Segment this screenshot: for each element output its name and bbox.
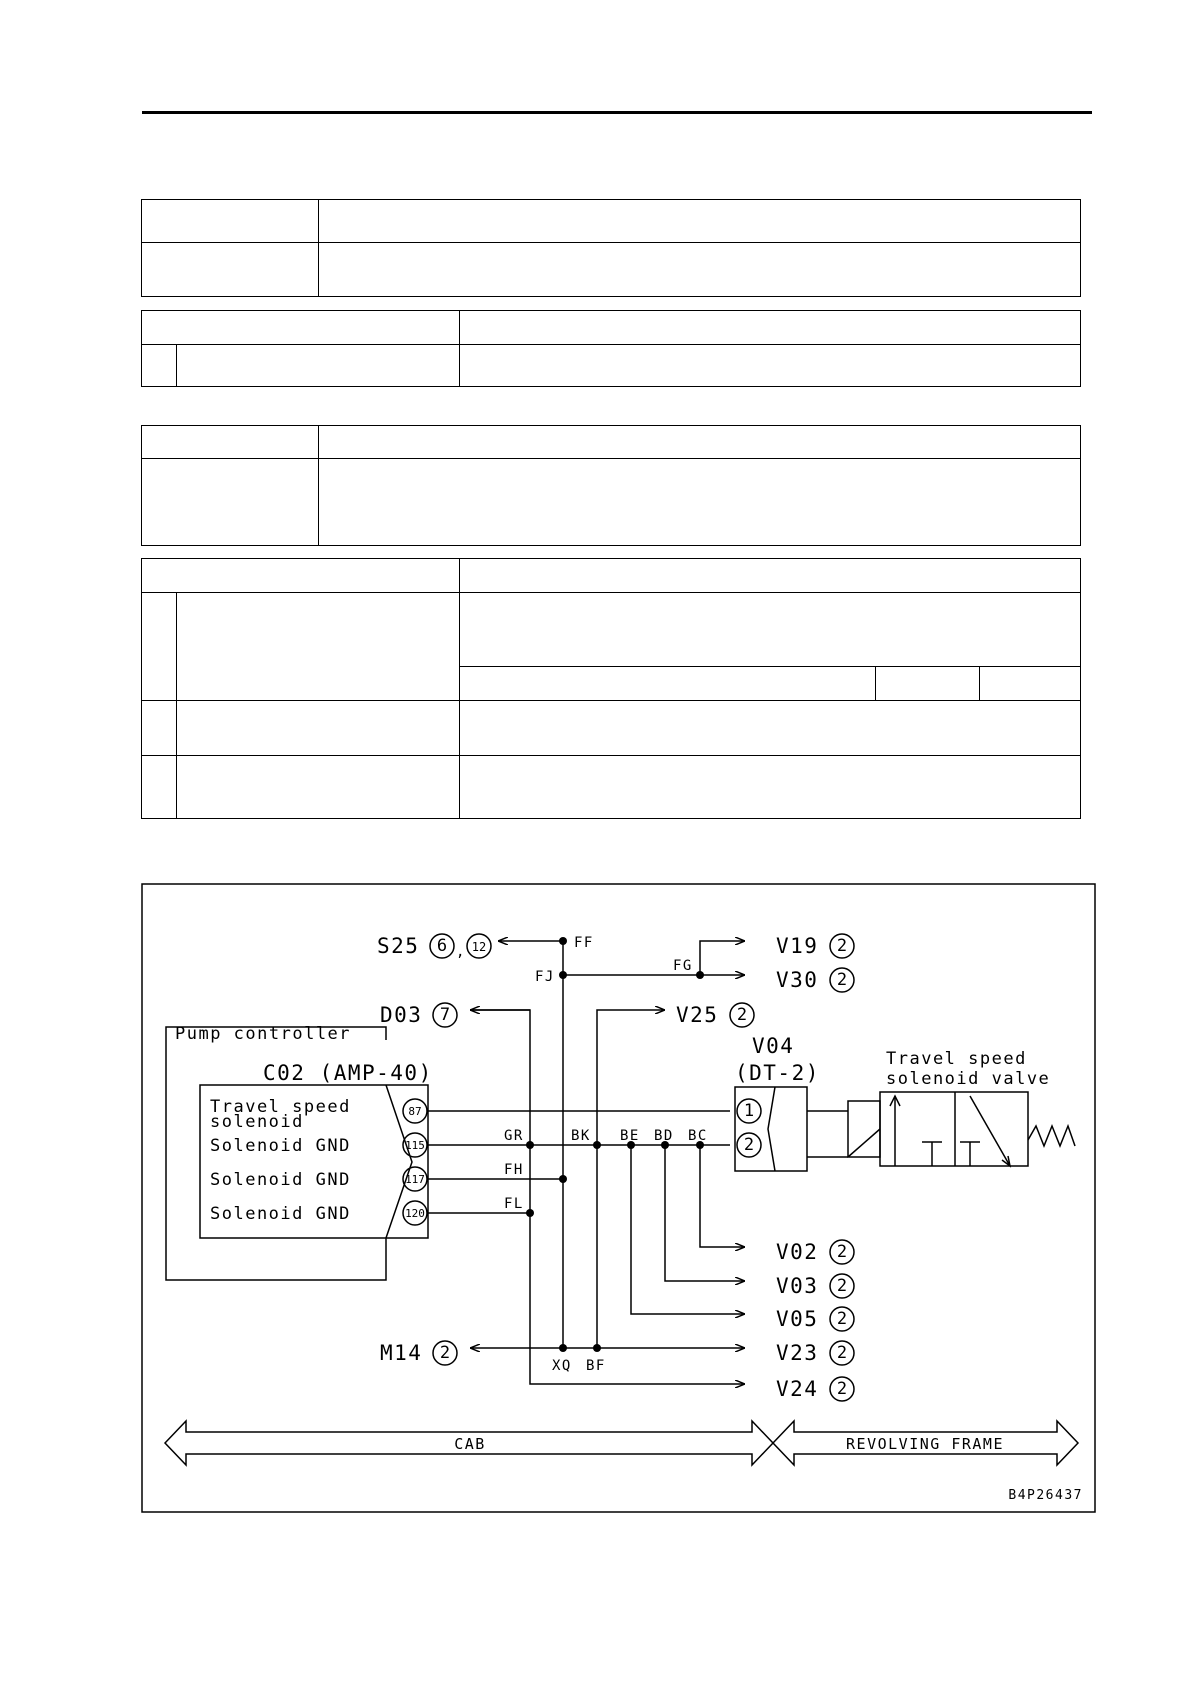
dest-pin: 2 <box>836 970 848 990</box>
dest-pin: 7 <box>439 1005 451 1025</box>
dest-pin: 6 <box>436 936 448 956</box>
pump-controller-label: Pump controller <box>175 1024 352 1044</box>
v04-type-label: (DT-2) <box>735 1061 820 1085</box>
junction-label: BK <box>571 1128 591 1144</box>
junction-label: FJ <box>535 969 555 985</box>
pin-label: 120 <box>405 1207 425 1220</box>
valve-label: Travel speed <box>886 1049 1027 1069</box>
figure-id: B4P26437 <box>1008 1488 1083 1503</box>
junction-label: BD <box>654 1128 674 1144</box>
junction-label: FH <box>504 1162 524 1178</box>
dest-v03: V03 <box>776 1274 819 1298</box>
junction-label: GR <box>504 1128 524 1144</box>
dest-v05: V05 <box>776 1307 819 1331</box>
junction-label: BC <box>688 1128 708 1144</box>
signal-label: Solenoid GND <box>210 1170 351 1190</box>
dest-v23: V23 <box>776 1341 819 1365</box>
dest-pin: 2 <box>836 1309 848 1329</box>
dest-pin: 2 <box>836 936 848 956</box>
signal-label: Travel speed <box>210 1097 351 1117</box>
zone-revolving-label: REVOLVING FRAME <box>846 1435 1004 1453</box>
v04-pin-label: 1 <box>743 1101 755 1121</box>
svg-text:,: , <box>456 944 465 960</box>
signal-label: Solenoid GND <box>210 1136 351 1156</box>
c02-label: C02 (AMP-40) <box>263 1061 433 1085</box>
dest-pin: 2 <box>736 1005 748 1025</box>
pin-label: 87 <box>408 1105 422 1118</box>
junction-label: BF <box>586 1358 606 1374</box>
dest-v30: V30 <box>776 968 819 992</box>
valve-body <box>880 1092 1028 1166</box>
v04-label: V04 <box>752 1034 795 1058</box>
dest-d03: D03 <box>380 1003 423 1027</box>
junction-label: BE <box>620 1128 640 1144</box>
valve-label: solenoid valve <box>886 1069 1051 1089</box>
junction-label: FL <box>504 1196 524 1212</box>
dest-s25: S25 <box>377 934 420 958</box>
dest-pin: 2 <box>836 1379 848 1399</box>
dest-pin: 2 <box>836 1242 848 1262</box>
junction-label: FG <box>673 958 693 974</box>
signal-label: Solenoid GND <box>210 1204 351 1224</box>
junction-label: XQ <box>552 1358 572 1374</box>
solenoid-coil <box>848 1101 880 1157</box>
dest-pin: 2 <box>836 1276 848 1296</box>
signal-label: solenoid <box>210 1112 304 1132</box>
v04-pin-label: 2 <box>743 1135 755 1155</box>
dest-pin: 12 <box>471 940 487 954</box>
dest-m14: M14 <box>380 1341 423 1365</box>
dest-pin: 2 <box>836 1343 848 1363</box>
dest-v02: V02 <box>776 1240 819 1264</box>
dest-v24: V24 <box>776 1377 819 1401</box>
dest-v19: V19 <box>776 934 819 958</box>
junction-label: FF <box>574 935 594 951</box>
diagram-frame <box>142 884 1095 1512</box>
dest-pin: 2 <box>439 1343 451 1363</box>
zone-cab-label: CAB <box>454 1435 486 1453</box>
pin-label: 115 <box>405 1139 425 1152</box>
pin-label: 117 <box>405 1173 425 1186</box>
dest-v25: V25 <box>676 1003 719 1027</box>
